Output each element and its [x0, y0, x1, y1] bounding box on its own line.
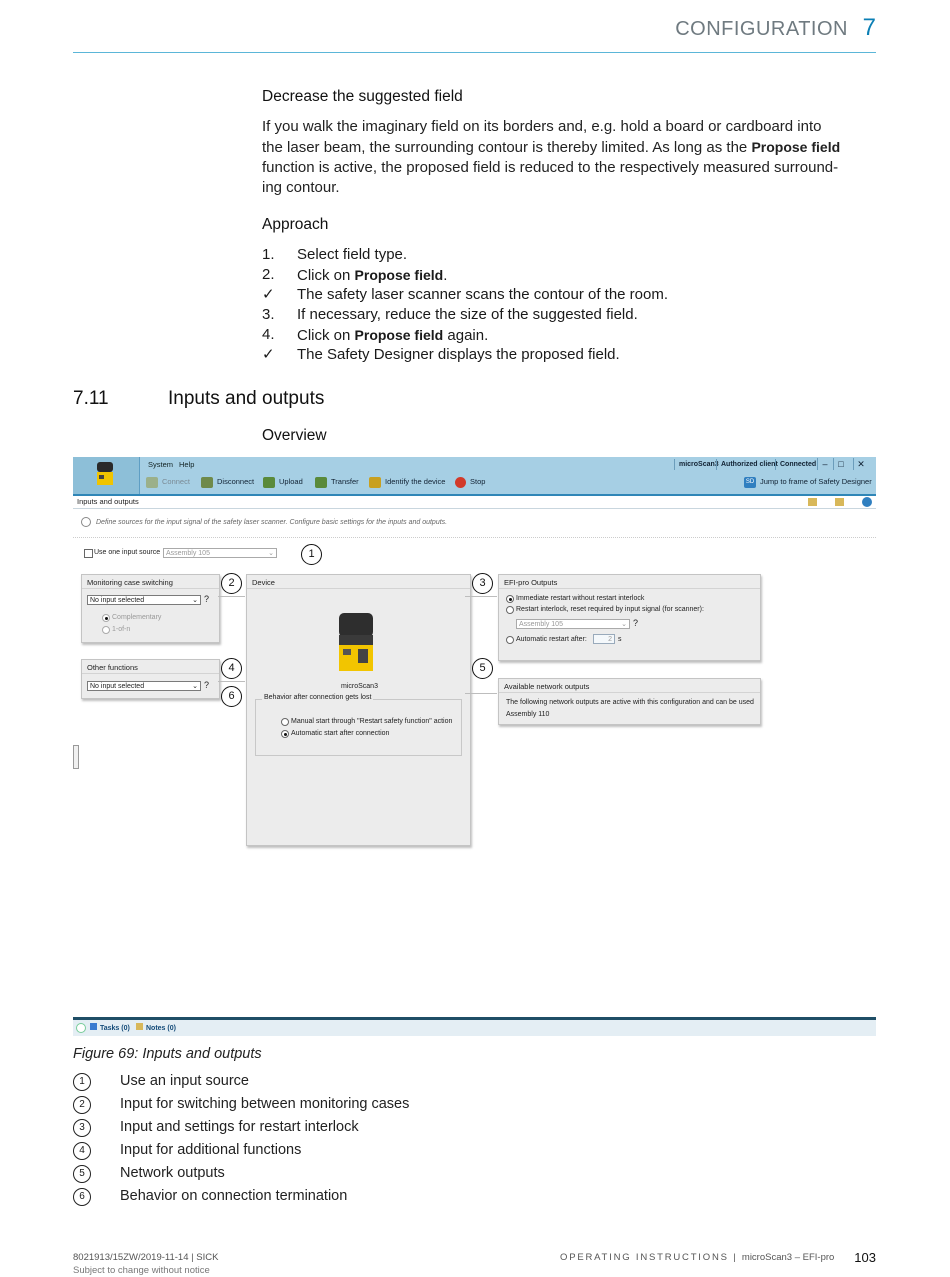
menu-help[interactable]: Help [179, 460, 195, 469]
panel-title: Other functions [87, 663, 138, 672]
complementary-label: Complementary [112, 614, 162, 621]
approach-heading: Approach [262, 216, 329, 233]
upload-button[interactable]: Upload [263, 475, 303, 489]
step-result: ✓ The Safety Designer displays the proposed field. [262, 346, 620, 363]
help-icon[interactable] [862, 497, 872, 507]
stop-button[interactable]: Stop [455, 475, 485, 489]
other-input-select[interactable]: No input selected ⌄ [87, 681, 201, 691]
transfer-button[interactable]: Transfer [315, 475, 359, 489]
para-line-4: ing contour. [262, 179, 340, 196]
one-of-n-label: 1-of-n [112, 626, 131, 633]
info-icon [81, 517, 91, 527]
use-source-checkbox[interactable] [84, 549, 93, 558]
decrease-paragraph [262, 117, 876, 198]
immediate-restart-label: Immediate restart without restart interlock [516, 595, 645, 602]
auto-start-radio[interactable] [281, 730, 289, 738]
chapter-number: 7 [862, 14, 876, 41]
help-icon[interactable]: ? [633, 618, 639, 628]
identify-button[interactable]: Identify the device [369, 475, 445, 489]
device-panel [246, 574, 471, 846]
section-title: Inputs and outputs [168, 388, 325, 409]
transfer-icon [315, 477, 327, 488]
behavior-title: Behavior after connection gets lost [264, 694, 372, 701]
network-outputs-panel [498, 678, 761, 725]
decrease-heading: Decrease the suggested field [262, 88, 463, 105]
connector-arrow [465, 693, 497, 694]
connector-arrow [465, 596, 497, 597]
note-icon[interactable] [808, 498, 817, 506]
identify-icon [369, 477, 381, 488]
scanner-image [331, 613, 381, 677]
status-role: Authorized client [716, 459, 782, 470]
network-assembly: Assembly 110 [506, 711, 550, 718]
page-number: 103 [854, 1250, 876, 1265]
callout-1: 1 [301, 544, 322, 565]
tasks-tab[interactable]: Tasks (0) [90, 1023, 130, 1032]
connector-arrow [218, 596, 245, 597]
device-logo [73, 457, 140, 494]
header-rule [73, 52, 876, 53]
panel-title: EFI-pro Outputs [504, 578, 558, 587]
disconnect-button[interactable]: Disconnect [201, 475, 254, 489]
software-screenshot [73, 457, 876, 1036]
footer-doc-type: OPERATING INSTRUCTIONS | microScan3 – EFI-pro [560, 1252, 835, 1263]
step-item: 1. Select field type. [262, 246, 408, 263]
callout-4: 4 [221, 658, 242, 679]
restart-input-select[interactable]: Assembly 105 ⌄ [516, 619, 630, 629]
complementary-radio[interactable] [102, 614, 110, 622]
input-source-select[interactable]: Assembly 105 ⌄ [163, 548, 277, 558]
para-line-2: the laser beam, the surrounding contour is thereby limited. As long as the Propose field [262, 139, 841, 156]
splitter-handle[interactable] [73, 745, 79, 769]
other-functions-panel [81, 659, 220, 699]
figure-caption: Figure 69: Inputs and outputs [73, 1046, 262, 1062]
panel-title: Device [252, 578, 275, 587]
step-result: ✓ The safety laser scanner scans the contour of the room. [262, 286, 669, 303]
flag-icon [90, 1023, 97, 1030]
note-icon[interactable] [835, 498, 844, 506]
monitoring-input-select[interactable]: No input selected ⌄ [87, 595, 201, 605]
disconnect-icon [201, 477, 213, 488]
immediate-restart-radio[interactable] [506, 595, 514, 603]
connect-icon [146, 477, 158, 488]
one-of-n-radio[interactable] [102, 626, 110, 634]
auto-restart-radio[interactable] [506, 636, 514, 644]
restart-interlock-label: Restart interlock, reset required by input signal (for scanner): [516, 606, 704, 613]
divider [73, 537, 876, 539]
propose-field-term: Propose field [751, 139, 841, 155]
overview-heading: Overview [262, 427, 327, 444]
efi-outputs-panel [498, 574, 761, 661]
menu-system[interactable]: System [148, 460, 174, 469]
status-connection: Connected [775, 459, 820, 470]
panel-title: Monitoring case switching [87, 578, 173, 587]
footer-subject: Subject to change without notice [73, 1265, 210, 1276]
connector-arrow [218, 681, 245, 682]
manual-start-label: Manual start through "Restart safety function" action [291, 718, 453, 725]
behavior-group [255, 694, 462, 756]
restart-delay-unit: s [618, 636, 622, 643]
step-item: 4. Click on Propose field again. [262, 326, 489, 344]
auto-restart-label: Automatic restart after: [516, 636, 587, 643]
safety-designer-icon: SD [744, 477, 756, 488]
auto-start-label: Automatic start after connection [291, 730, 390, 737]
upload-icon [263, 477, 275, 488]
help-icon[interactable]: ? [204, 680, 210, 690]
section-number: 7.11 [73, 388, 109, 409]
jump-button[interactable]: SD Jump to frame of Safety Designer [745, 477, 872, 486]
note-icon [136, 1023, 143, 1030]
restart-delay-input[interactable]: 2 [593, 634, 615, 644]
step-item: 2. Click on Propose field. [262, 266, 448, 284]
callout-2: 2 [221, 573, 242, 594]
minimize-icon[interactable]: – [817, 458, 832, 470]
manual-start-radio[interactable] [281, 718, 289, 726]
para-line-3: function is active, the proposed field is reduced to the respectively measured surround- [262, 159, 839, 176]
help-icon[interactable]: ? [204, 594, 210, 604]
callout-5: 5 [472, 658, 493, 679]
page-path: Inputs and outputs [73, 496, 876, 509]
notes-tab[interactable]: Notes (0) [136, 1023, 176, 1032]
chapter-title: CONFIGURATION [675, 18, 848, 40]
device-name: microScan3 [341, 683, 378, 690]
network-text: The following network outputs are active with this configuration and can be used [506, 699, 754, 706]
step-item: 3. If necessary, reduce the size of the suggested field. [262, 306, 638, 323]
info-text: Define sources for the input signal of the safety laser scanner. Configure basic settings for the inputs and outputs. [81, 517, 447, 527]
para-line-1: If you walk the imaginary field on its borders and, e.g. hold a board or cardboard into [262, 118, 822, 135]
monitoring-panel [81, 574, 220, 643]
callout-3: 3 [472, 573, 493, 594]
connect-button[interactable]: Connect [146, 475, 190, 489]
task-bar [73, 1017, 876, 1036]
close-icon[interactable]: ✕ [853, 458, 868, 470]
scanner-icon [73, 457, 139, 494]
expand-icon[interactable] [76, 1023, 86, 1033]
callout-6: 6 [221, 686, 242, 707]
status-device: microScan3 [674, 459, 723, 470]
panel-title: Available network outputs [504, 682, 590, 691]
maximize-icon[interactable]: □ [833, 458, 848, 470]
use-source-label: Use one input source [94, 549, 161, 556]
restart-interlock-radio[interactable] [506, 606, 514, 614]
title-toolbar [73, 457, 876, 496]
footer-doc-id: 8021913/15ZW/2019-11-14 | SICK [73, 1252, 219, 1263]
stop-icon [455, 477, 466, 488]
